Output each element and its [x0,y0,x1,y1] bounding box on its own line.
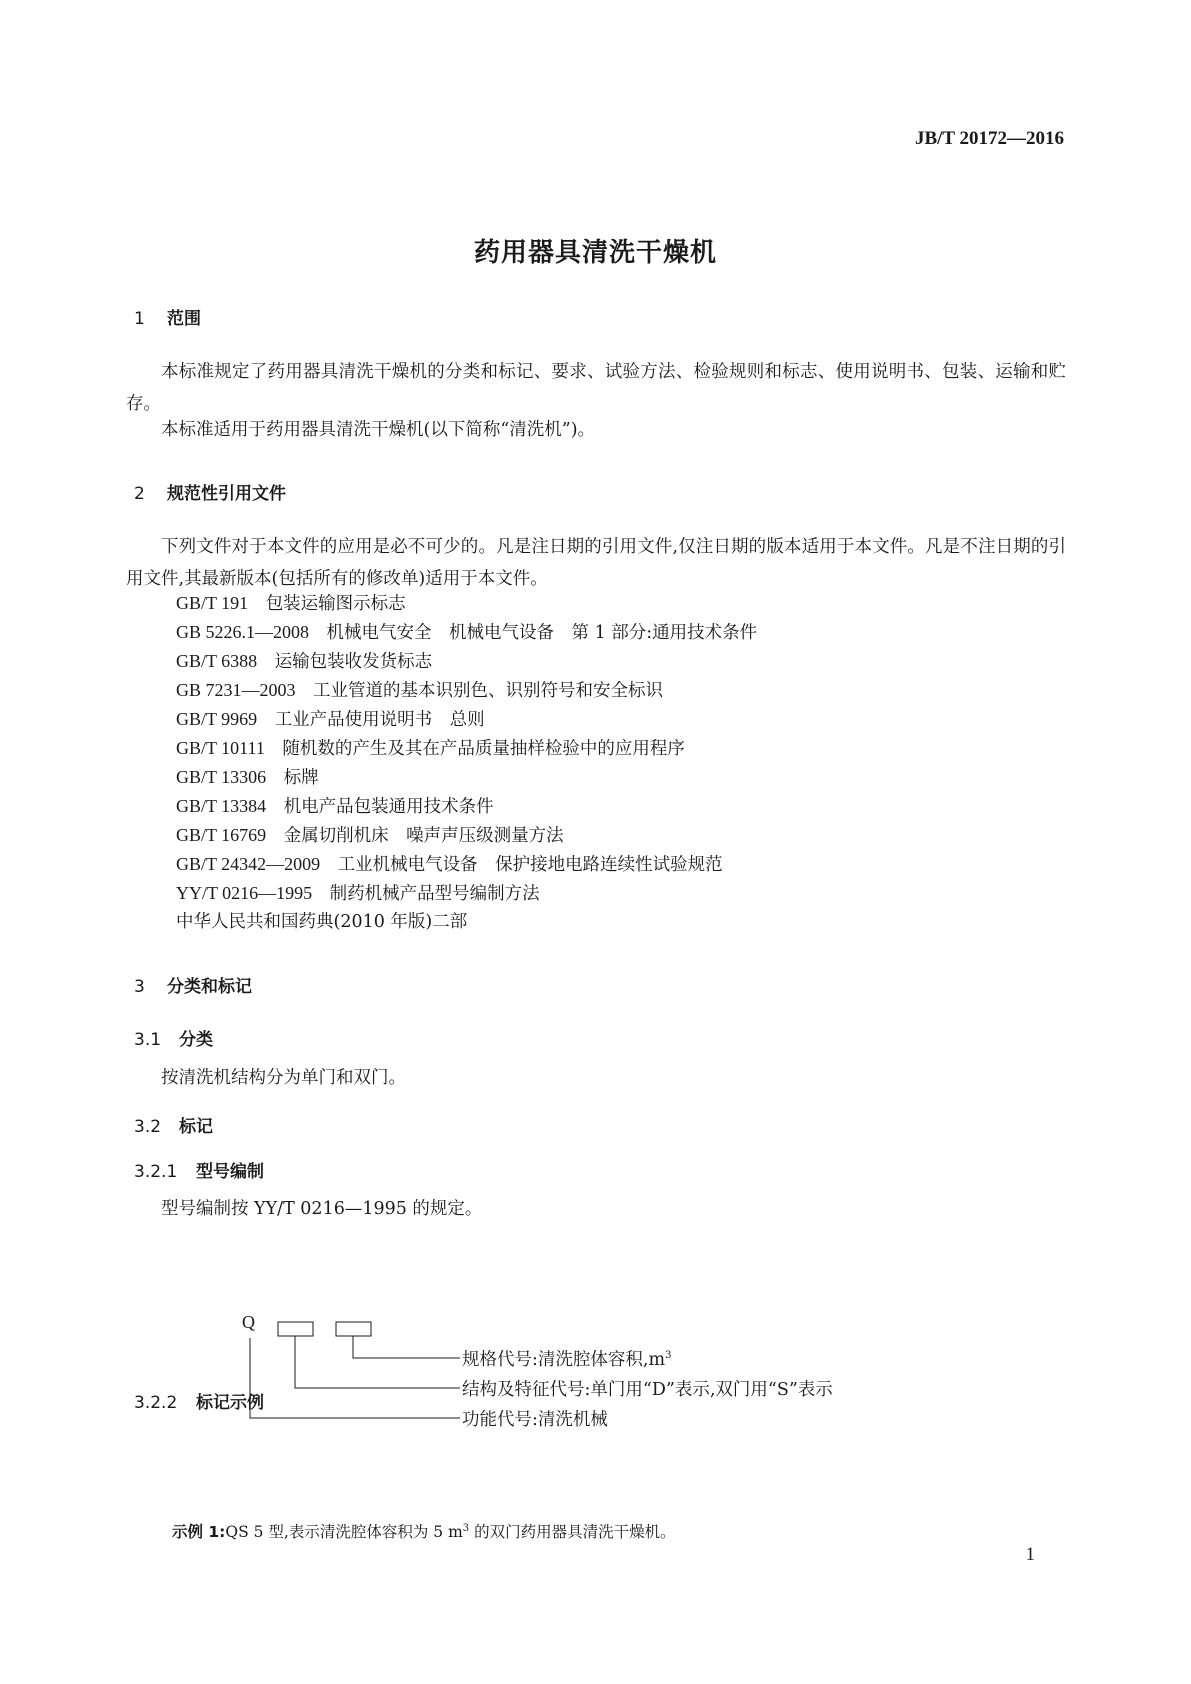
section-1-paragraph-1: 本标准规定了药用器具清洗干燥机的分类和标记、要求、试验方法、检验规则和标志、使用说明书、包装、运输和贮存。 [126,362,1066,414]
section-title: 规范性引用文件 [167,484,286,504]
section-title: 标记示例 [196,1393,264,1413]
section-1-heading [134,304,201,329]
section-number: 3.2 [134,1117,162,1137]
reference-code: GB 5226.1—2008 [176,622,310,642]
reference-code: GB/T 191 [176,593,249,613]
reference-item-pharmacopoeia: 中华人民共和国药典(2010 年版)二部 [176,912,468,932]
section-title: 标记 [179,1117,213,1137]
spec-code-label: 规格代号:清洗腔体容积$,m^3$ [462,1350,672,1370]
section-2-heading [134,479,286,504]
reference-code: GB/T 13306 [176,767,267,787]
reference-code: GB/T 9969 [176,709,258,729]
superscript: 3 [462,1522,470,1534]
section-number: 1 [134,309,145,329]
section-3-2-2-heading [134,1388,264,1413]
section-2-intro: 下列文件对于本文件的应用是必不可少的。凡是注日期的引用文件,仅注日期的版本适用于本文件。凡是不注日期的引用文件,其最新版本(包括所有的修改单)适用于本文件。 [126,537,1066,589]
reference-title: 制药机械产品型号编制方法 [329,884,540,904]
reference-item [176,764,319,789]
reference-title: 金属切削机床 噪声声压级测量方法 [283,826,564,846]
reference-title: 随机数的产生及其在产品质量抽样检验中的应用程序 [282,739,685,759]
reference-item [176,648,432,673]
section-1-paragraph-2: 本标准适用于药用器具清洗干燥机(以下简称“清洗机”)。 [161,420,596,440]
section-number: 3.1 [134,1030,162,1050]
reference-title: 工业管道的基本识别色、识别符号和安全标识 [313,681,664,701]
section-title: 范围 [167,309,201,329]
section-title: 型号编制 [196,1162,264,1182]
document-code: JB/T 20172—2016 [914,128,1064,149]
section-3-1-text: 按清洗机结构分为单门和双门。 [161,1068,406,1088]
section-number: 2 [134,484,145,504]
reference-title: 机电产品包装通用技术条件 [283,797,494,817]
reference-code: GB/T 24342—2009 [176,854,321,874]
reference-code: GB/T 16769 [176,825,267,845]
reference-title: 工业机械电气设备 保护接地电路连续性试验规范 [337,855,723,875]
example-label: 示例 1: [172,1523,226,1541]
model-code-diagram [240,1312,960,1430]
reference-title: 标牌 [283,768,319,788]
section-number: 3 [134,977,145,997]
section-3-heading [134,972,252,997]
reference-item [176,677,663,702]
function-connector [250,1338,460,1418]
spec-connector [353,1336,460,1358]
reference-code: YY/T 0216—1995 [176,883,313,903]
reference-title: 运输包装收发货标志 [274,652,433,672]
section-3-1-heading [134,1025,213,1050]
section-number: 3.2.2 [134,1393,178,1413]
reference-item [176,590,406,615]
page-number: 1 [1025,1544,1035,1565]
function-code-label: 功能代号:清洗机械 [462,1410,608,1430]
structure-code-label: 结构及特征代号:单门用“D”表示,双门用“S”表示 [462,1380,833,1400]
reference-item [176,880,540,905]
reference-item [176,706,485,731]
reference-item [176,822,564,847]
structure-code-box [278,1322,313,1336]
reference-item [176,793,494,818]
section-3-2-1-text: 型号编制按 YY/T 0216—1995 的规定。 [161,1199,483,1219]
section-title: 分类 [179,1030,213,1050]
reference-code: GB/T 13384 [176,796,267,816]
reference-code: GB/T 6388 [176,651,258,671]
structure-connector [295,1336,460,1388]
reference-code: GB 7231—2003 [176,680,296,700]
superscript: 3 [665,1350,672,1362]
model-function-letter: Q [242,1312,255,1332]
document-title: 药用器具清洗干燥机 [473,238,717,268]
reference-item [176,851,723,876]
reference-item [176,619,757,644]
reference-code: GB/T 10111 [176,738,265,758]
section-3-2-1-heading [134,1157,264,1182]
reference-title: 包装运输图示标志 [265,594,406,614]
section-title: 分类和标记 [167,977,252,997]
reference-title: 机械电气安全 机械电气设备 第 1 部分:通用技术条件 [326,623,758,643]
spec-code-box [336,1322,371,1336]
reference-title: 工业产品使用说明书 总则 [274,710,485,730]
example-note: 示例 1:QS 5 型,表示清洗腔体容积为 5 $m^3$ 的双门药用器具清洗干燥机。 [172,1522,676,1541]
section-number: 3.2.1 [134,1162,178,1182]
section-3-2-heading [134,1112,213,1137]
reference-item [176,735,685,760]
